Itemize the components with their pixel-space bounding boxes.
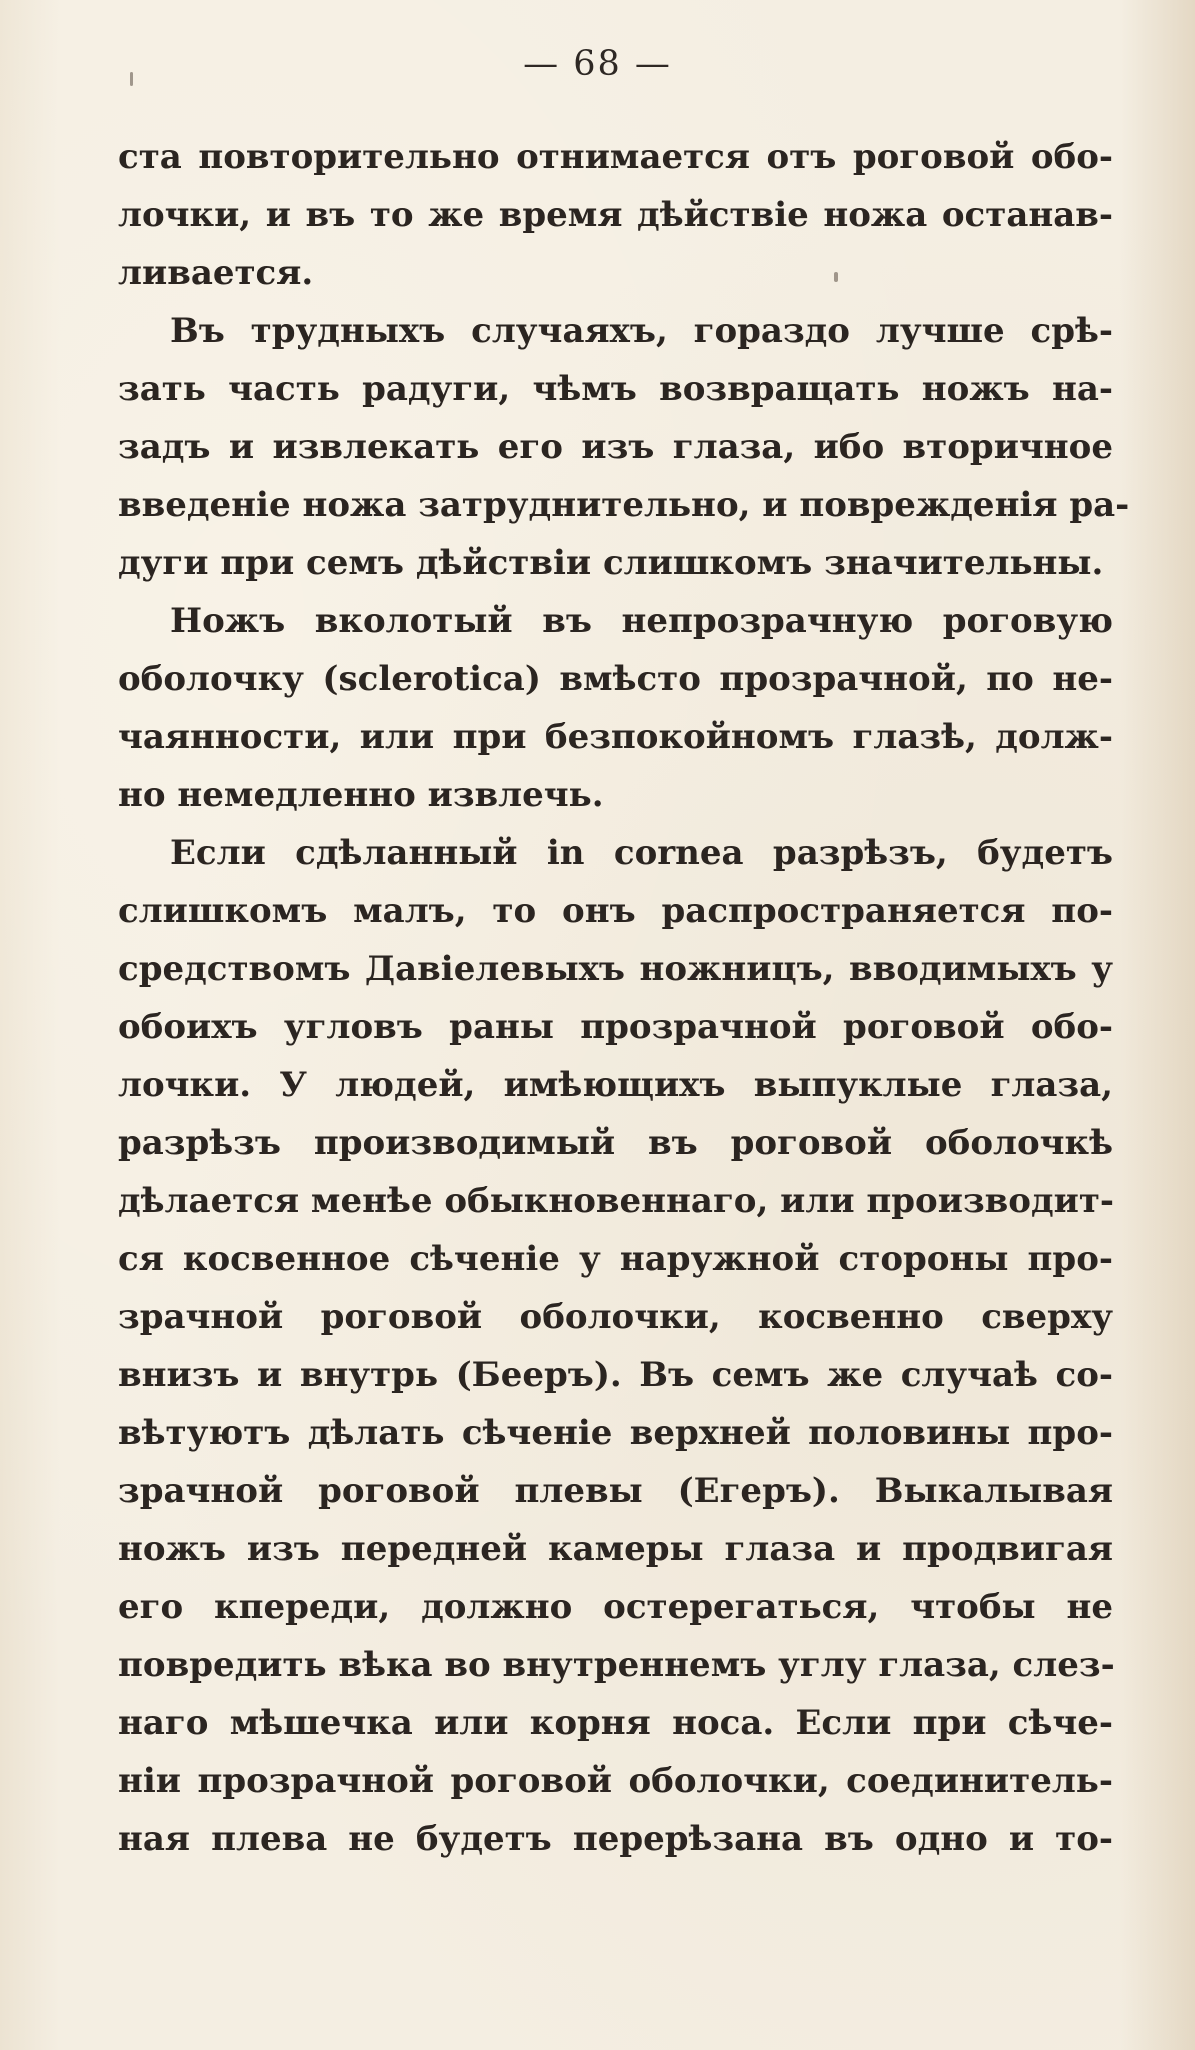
text-line: Если сдѣланный in cornea разрѣзъ, будетъ (170, 833, 1113, 873)
text-line: его кпереди, должно остерегаться, чтобы не (118, 1587, 1113, 1627)
text-line: оболочку (sclerotica) вмѣсто прозрачной, по не- (118, 659, 1113, 699)
text-line: зрачной роговой плевы (Егеръ). Выкалывая (118, 1471, 1113, 1511)
text-line: обоихъ угловъ раны прозрачной роговой обо- (118, 1007, 1113, 1047)
text-line: ся косвенное сѣченіе у наружной стороны про- (118, 1239, 1113, 1279)
text-line: средствомъ Давіелевыхъ ножницъ, вводимыхъ у (118, 949, 1113, 989)
text-line: дуги при семъ дѣйствіи слишкомъ значительны. (118, 543, 1104, 583)
text-line: внизъ и внутрь (Беeръ). Въ семъ же случаѣ со- (118, 1355, 1113, 1395)
text-line: ножъ изъ передней камеры глаза и продвигая (118, 1529, 1113, 1569)
ink-speck (130, 72, 133, 86)
text-line: но немедленно извлечь. (118, 775, 604, 815)
text-line: дѣлается менѣе обыкновеннаго, или производит- (118, 1181, 1115, 1221)
text-line: Ножъ вколотый въ непрозрачную роговую (170, 601, 1113, 641)
text-line: повредить вѣка во внутреннемъ углу глаза, слез- (118, 1645, 1115, 1685)
text-line: слишкомъ малъ, то онъ распространяется по- (118, 891, 1113, 931)
text-line: зрачной роговой оболочки, косвенно сверху (118, 1297, 1113, 1337)
body-text (118, 128, 1130, 1868)
text-line: задъ и извлекать его изъ глаза, ибо вторичное (118, 427, 1113, 467)
text-line: введеніе ножа затруднительно, и поврежденія ра- (118, 485, 1130, 525)
text-line: лочки. У людей, имѣющихъ выпуклые глаза, (118, 1065, 1113, 1105)
text-line: наго мѣшечка или корня носа. Если при сѣче- (118, 1703, 1113, 1743)
text-line: чаянности, или при безпокойномъ глазѣ, долж- (118, 717, 1113, 757)
text-line: ная плева не будетъ перерѣзана въ одно и то- (118, 1819, 1113, 1859)
text-line: ливается. (118, 253, 314, 293)
text-line: Въ трудныхъ случаяхъ, гораздо лучше срѣ- (170, 311, 1113, 351)
text-line: лочки, и въ то же время дѣйствіе ножа останав- (118, 195, 1113, 235)
text-line: разрѣзъ производимый въ роговой оболочкѣ (118, 1123, 1113, 1163)
text-line: ста повторительно отнимается отъ роговой обо- (118, 137, 1113, 177)
text-line: ніи прозрачной роговой оболочки, соединитель- (118, 1761, 1113, 1801)
text-line: зать часть радуги, чѣмъ возвращать ножъ на- (118, 369, 1113, 409)
text-line: вѣтуютъ дѣлать сѣченіе верхней половины про- (118, 1413, 1113, 1453)
page-number: — 68 — (523, 44, 672, 84)
